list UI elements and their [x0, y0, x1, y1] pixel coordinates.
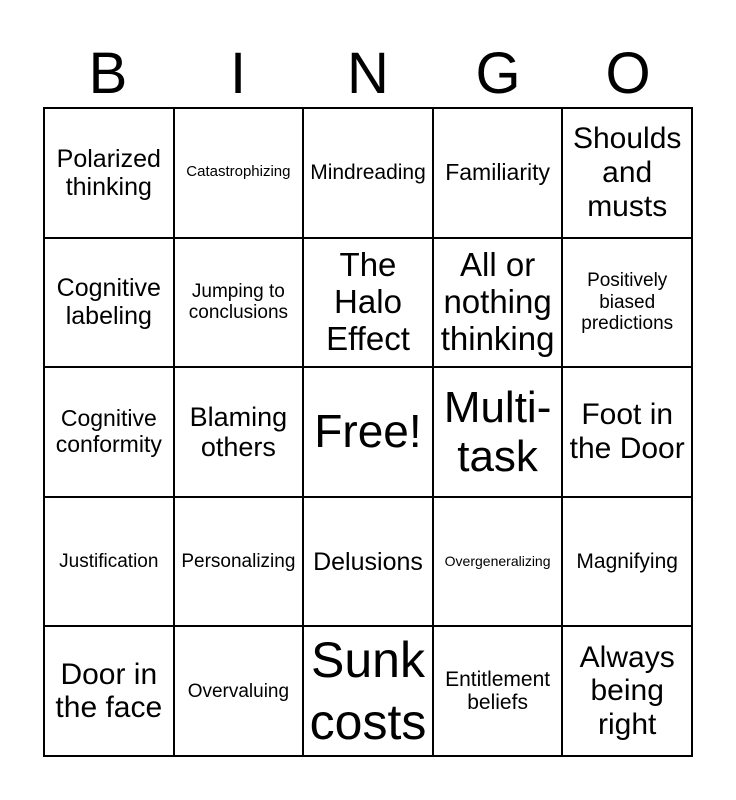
header-letter-i: I [229, 41, 247, 106]
cell-text: Foot in the Door [569, 398, 685, 465]
cell-text: All or nothing thinking [440, 245, 555, 357]
cell-text: Blaming others [189, 401, 288, 462]
bingo-cell[interactable] [174, 497, 304, 627]
cell-text: Familiarity [445, 158, 550, 185]
cell-text: The Halo Effect [326, 245, 410, 357]
bingo-cell[interactable] [562, 108, 692, 238]
bingo-board [43, 107, 693, 757]
cell-text: Positively biased predictions [581, 270, 674, 335]
cell-text: Always being right [579, 640, 675, 741]
bingo-cell[interactable] [433, 497, 563, 627]
bingo-cell[interactable] [562, 367, 692, 497]
header-letter-b: B [88, 41, 128, 106]
bingo-cell[interactable] [433, 108, 563, 238]
cell-text: Overgeneralizing [444, 552, 551, 569]
bingo-cell[interactable] [562, 497, 692, 627]
bingo-cell[interactable] [44, 497, 174, 627]
cell-text: Door in the face [55, 657, 163, 725]
cell-text: Sunk costs [309, 631, 427, 751]
cell-text: Multi-task [443, 382, 552, 481]
cell-text: Justification [59, 550, 159, 572]
bingo-cell[interactable] [44, 626, 174, 756]
free-space-text: Free! [314, 405, 422, 458]
bingo-cell[interactable] [433, 238, 563, 368]
free-space-cell[interactable] [303, 367, 433, 497]
cell-text: Magnifying [576, 549, 678, 573]
bingo-cell[interactable] [174, 108, 304, 238]
header-letter-n: N [347, 41, 389, 106]
bingo-cell[interactable] [303, 497, 433, 627]
bingo-cell[interactable] [44, 367, 174, 497]
cell-text: Delusions [313, 547, 423, 576]
bingo-cell[interactable] [303, 238, 433, 368]
bingo-cell[interactable] [433, 367, 563, 497]
bingo-cell[interactable] [44, 238, 174, 368]
bingo-cell[interactable] [174, 238, 304, 368]
bingo-cell[interactable] [562, 626, 692, 756]
cell-text: Jumping to conclusions [188, 281, 289, 324]
cell-text: Cognitive conformity [55, 405, 162, 457]
header-letter-o: O [605, 41, 651, 106]
bingo-cell[interactable] [44, 108, 174, 238]
header-letter-g: G [475, 41, 521, 106]
cell-text: Mindreading [310, 161, 426, 185]
bingo-cell[interactable] [303, 108, 433, 238]
cell-text: Shoulds and musts [572, 122, 682, 223]
cell-text: Entitlement beliefs [445, 667, 551, 715]
cell-text: Catastrophizing [186, 163, 291, 181]
bingo-cell[interactable] [174, 367, 304, 497]
cell-text: Personalizing [181, 550, 296, 572]
bingo-cell[interactable] [174, 626, 304, 756]
bingo-cell[interactable] [303, 626, 433, 756]
bingo-cell[interactable] [433, 626, 563, 756]
cell-text: Cognitive labeling [56, 274, 161, 331]
cell-text: Overvaluing [187, 680, 290, 702]
bingo-cell[interactable] [562, 238, 692, 368]
bingo-header [43, 40, 693, 108]
cell-text: Polarized thinking [56, 144, 161, 201]
